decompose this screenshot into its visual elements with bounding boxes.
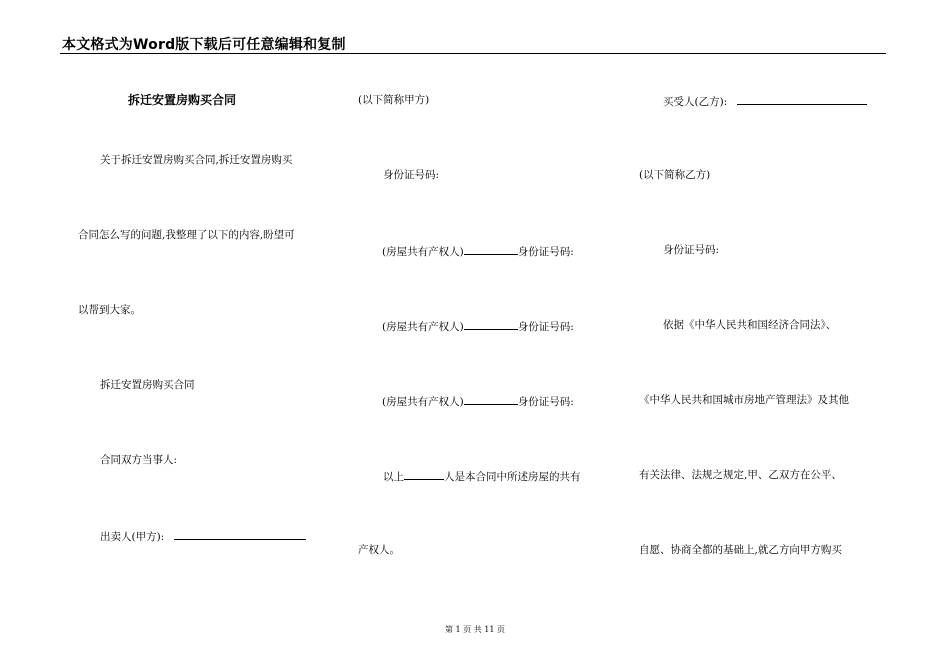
co-owner-id-label: 身份证号码: bbox=[517, 321, 574, 333]
basis-line-3: 有关法律、法规之规定,甲、乙双方在公平、 bbox=[639, 469, 842, 481]
intro-line-1: 关于拆迁安置房购买合同,拆迁安置房购买 bbox=[100, 154, 293, 166]
co-owner-sentence bbox=[383, 468, 581, 484]
basis-line-1: 依据《中华人民共和国经济合同法》、 bbox=[663, 319, 837, 331]
id-number-a: 身份证号码: bbox=[383, 169, 440, 181]
co-owner-blank bbox=[464, 243, 518, 255]
seller-blank bbox=[174, 528, 306, 540]
co-owner-blank bbox=[464, 318, 518, 330]
co-owner-id-label: 身份证号码: bbox=[517, 246, 574, 258]
parties-heading: 合同双方当事人: bbox=[100, 454, 178, 466]
party-b-short: (以下简称乙方) bbox=[639, 169, 711, 181]
co-owner-end: 产权人。 bbox=[358, 544, 400, 556]
intro-line-2: 合同怎么写的问题,我整理了以下的内容,盼望可 bbox=[78, 229, 295, 241]
co-owner-label: (房屋共有产权人) bbox=[382, 321, 464, 333]
seller-label: 出卖人(甲方): bbox=[100, 531, 165, 543]
contract-heading: 拆迁安置房购买合同 bbox=[100, 379, 195, 391]
buyer-blank bbox=[737, 93, 867, 105]
download-banner: 本文格式为Word版下载后可任意编辑和复制 bbox=[62, 37, 346, 53]
co-owner-line-1 bbox=[382, 243, 574, 259]
buyer-label: 买受人(乙方): bbox=[663, 96, 728, 108]
co-owner-line-2 bbox=[382, 318, 574, 334]
co-owner-blank bbox=[464, 393, 518, 405]
document-title: 拆迁安置房购买合同 bbox=[128, 93, 237, 107]
co-owner-id-label: 身份证号码: bbox=[517, 396, 574, 408]
party-a-short: (以下简称甲方) bbox=[358, 94, 430, 106]
seller-line bbox=[100, 528, 306, 544]
id-number-b: 身份证号码: bbox=[663, 244, 720, 256]
buyer-line bbox=[663, 93, 867, 109]
co-owner-sentence-text: 人是本合同中所述房屋的共有 bbox=[444, 471, 581, 483]
page-number: 第 1 页 共 11 页 bbox=[445, 625, 505, 634]
above-label: 以上 bbox=[383, 471, 404, 483]
intro-line-3: 以帮到大家。 bbox=[78, 304, 141, 316]
basis-line-2: 《中华人民共和国城市房地产管理法》及其他 bbox=[639, 394, 849, 406]
co-owner-line-3 bbox=[382, 393, 574, 409]
count-blank bbox=[404, 468, 444, 480]
co-owner-label: (房屋共有产权人) bbox=[382, 246, 464, 258]
header-divider bbox=[60, 53, 886, 54]
co-owner-label: (房屋共有产权人) bbox=[382, 396, 464, 408]
basis-line-4: 自愿、协商全都的基础上,就乙方向甲方购买 bbox=[639, 544, 842, 556]
